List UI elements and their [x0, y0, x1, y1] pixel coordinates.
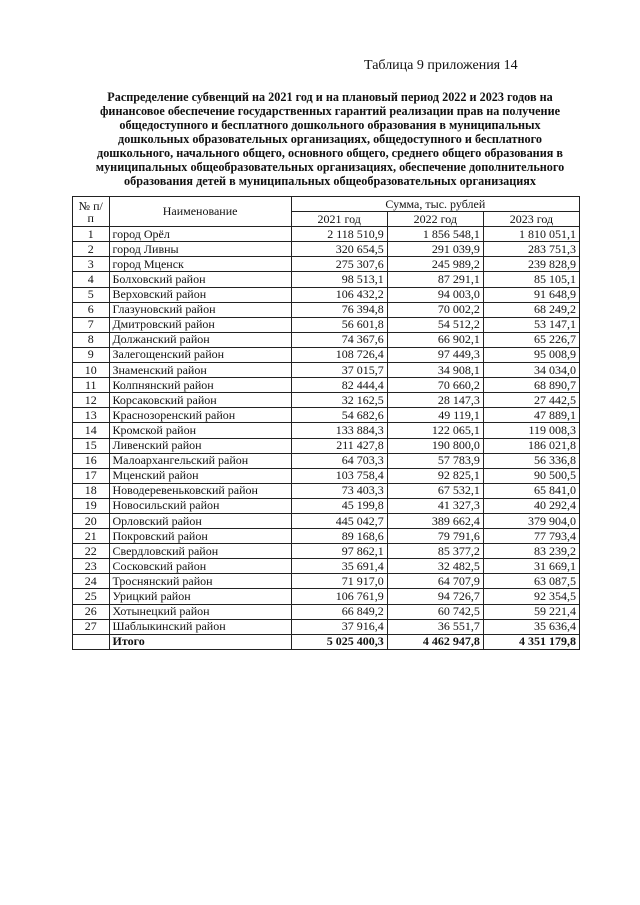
row-number: 24 [73, 574, 110, 589]
amount-2022: 70 660,2 [387, 378, 483, 393]
district-name: Краснозоренский район [109, 408, 291, 423]
amount-2022: 389 662,4 [387, 513, 483, 528]
amount-2021: 71 917,0 [291, 574, 387, 589]
table-row [73, 559, 580, 574]
district-name: Малоархангельский район [109, 453, 291, 468]
row-number: 3 [73, 257, 110, 272]
row-number: 18 [73, 483, 110, 498]
amount-2022: 34 908,1 [387, 363, 483, 378]
total-number [73, 634, 110, 649]
title-line: дошкольного, начального общего, основного общего, среднего общего образования в [97, 146, 563, 160]
table-row [73, 408, 580, 423]
amount-2022: 32 482,5 [387, 559, 483, 574]
amount-2021: 89 168,6 [291, 529, 387, 544]
amount-2021: 275 307,6 [291, 257, 387, 272]
amount-2023: 68 249,2 [483, 302, 579, 317]
row-number: 5 [73, 287, 110, 302]
amount-2021: 98 513,1 [291, 272, 387, 287]
amount-2023: 34 034,0 [483, 363, 579, 378]
row-number: 23 [73, 559, 110, 574]
row-number: 1 [73, 227, 110, 242]
amount-2021: 37 916,4 [291, 619, 387, 634]
row-number: 11 [73, 378, 110, 393]
amount-2022: 190 800,0 [387, 438, 483, 453]
amount-2023: 27 442,5 [483, 393, 579, 408]
amount-2022: 57 783,9 [387, 453, 483, 468]
amount-2022: 66 902,1 [387, 332, 483, 347]
amount-2021: 108 726,4 [291, 347, 387, 362]
district-name: Дмитровский район [109, 317, 291, 332]
table-row [73, 544, 580, 559]
table-row [73, 363, 580, 378]
district-name: Мценский район [109, 468, 291, 483]
table-body [73, 227, 580, 650]
amount-2023: 379 904,0 [483, 513, 579, 528]
table-row [73, 332, 580, 347]
table-row [73, 619, 580, 634]
row-number: 14 [73, 423, 110, 438]
district-name: Урицкий район [109, 589, 291, 604]
amount-2022: 28 147,3 [387, 393, 483, 408]
row-number: 6 [73, 302, 110, 317]
document-title [70, 90, 590, 188]
amount-2023: 85 105,1 [483, 272, 579, 287]
row-number: 10 [73, 363, 110, 378]
amount-2023: 186 021,8 [483, 438, 579, 453]
title-line: дошкольных образовательных организациях, общедоступного и бесплатного [118, 132, 542, 146]
amount-2022: 60 742,5 [387, 604, 483, 619]
district-name: Знаменский район [109, 363, 291, 378]
table-row [73, 317, 580, 332]
amount-2023: 95 008,9 [483, 347, 579, 362]
row-number: 26 [73, 604, 110, 619]
total-label: Итого [109, 634, 291, 649]
district-name: город Орёл [109, 227, 291, 242]
district-name: Свердловский район [109, 544, 291, 559]
amount-2023: 92 354,5 [483, 589, 579, 604]
table-row [73, 483, 580, 498]
district-name: Верховский район [109, 287, 291, 302]
row-number: 15 [73, 438, 110, 453]
row-number: 17 [73, 468, 110, 483]
amount-2021: 35 691,4 [291, 559, 387, 574]
amount-2022: 41 327,3 [387, 498, 483, 513]
table-row [73, 378, 580, 393]
amount-2022: 1 856 548,1 [387, 227, 483, 242]
amount-2022: 291 039,9 [387, 242, 483, 257]
district-name: Шаблыкинский район [109, 619, 291, 634]
district-name: город Ливны [109, 242, 291, 257]
amount-2022: 97 449,3 [387, 347, 483, 362]
district-name: Сосковский район [109, 559, 291, 574]
row-number: 20 [73, 513, 110, 528]
amount-2023: 90 500,5 [483, 468, 579, 483]
table-caption: Таблица 9 приложения 14 [364, 58, 518, 73]
amount-2023: 1 810 051,1 [483, 227, 579, 242]
amount-2022: 87 291,1 [387, 272, 483, 287]
row-number: 27 [73, 619, 110, 634]
title-line: муниципальных общеобразовательных организациях, обеспечение дополнительного [95, 160, 565, 174]
row-number: 12 [73, 393, 110, 408]
amount-2023: 56 336,8 [483, 453, 579, 468]
amount-2022: 70 002,2 [387, 302, 483, 317]
amount-2023: 40 292,4 [483, 498, 579, 513]
district-name: Орловский район [109, 513, 291, 528]
amount-2023: 65 226,7 [483, 332, 579, 347]
table-row [73, 242, 580, 257]
table-row [73, 227, 580, 242]
title-line: образования детей в муниципальных общеобразовательных организациях [124, 174, 536, 188]
total-2021: 5 025 400,3 [291, 634, 387, 649]
district-name: Глазуновский район [109, 302, 291, 317]
amount-2023: 47 889,1 [483, 408, 579, 423]
amount-2022: 94 726,7 [387, 589, 483, 604]
title-line: общедоступного и бесплатного дошкольного образования в муниципальных [119, 118, 541, 132]
header-number: № п/п [73, 197, 110, 227]
amount-2021: 445 042,7 [291, 513, 387, 528]
row-number: 25 [73, 589, 110, 604]
amount-2023: 53 147,1 [483, 317, 579, 332]
header-year: 2022 год [387, 212, 483, 227]
amount-2021: 56 601,8 [291, 317, 387, 332]
title-line: финансовое обеспечение государственных гарантий реализации прав на получение [99, 104, 561, 118]
table-row [73, 302, 580, 317]
row-number: 4 [73, 272, 110, 287]
total-2023: 4 351 179,8 [483, 634, 579, 649]
district-name: город Мценск [109, 257, 291, 272]
row-number: 21 [73, 529, 110, 544]
amount-2021: 320 654,5 [291, 242, 387, 257]
amount-2023: 63 087,5 [483, 574, 579, 589]
total-2022: 4 462 947,8 [387, 634, 483, 649]
table-row [73, 423, 580, 438]
header-row [73, 197, 580, 212]
amount-2022: 49 119,1 [387, 408, 483, 423]
district-name: Корсаковский район [109, 393, 291, 408]
amount-2022: 36 551,7 [387, 619, 483, 634]
district-name: Колпнянский район [109, 378, 291, 393]
amount-2022: 122 065,1 [387, 423, 483, 438]
row-number: 2 [73, 242, 110, 257]
amount-2021: 76 394,8 [291, 302, 387, 317]
amount-2021: 106 432,2 [291, 287, 387, 302]
amount-2021: 45 199,8 [291, 498, 387, 513]
table-row [73, 393, 580, 408]
table-row [73, 453, 580, 468]
amount-2023: 91 648,9 [483, 287, 579, 302]
row-number: 8 [73, 332, 110, 347]
district-name: Новодеревеньковский район [109, 483, 291, 498]
amount-2021: 73 403,3 [291, 483, 387, 498]
district-name: Троснянский район [109, 574, 291, 589]
district-name: Новосильский район [109, 498, 291, 513]
amount-2022: 64 707,9 [387, 574, 483, 589]
amount-2021: 64 703,3 [291, 453, 387, 468]
district-name: Покровский район [109, 529, 291, 544]
row-number: 7 [73, 317, 110, 332]
amount-2023: 31 669,1 [483, 559, 579, 574]
table-row [73, 438, 580, 453]
table-row [73, 589, 580, 604]
amount-2023: 119 008,3 [483, 423, 579, 438]
row-number: 9 [73, 347, 110, 362]
amount-2022: 54 512,2 [387, 317, 483, 332]
amount-2022: 94 003,0 [387, 287, 483, 302]
row-number: 13 [73, 408, 110, 423]
amount-2023: 59 221,4 [483, 604, 579, 619]
row-number: 16 [73, 453, 110, 468]
amount-2021: 106 761,9 [291, 589, 387, 604]
amount-2021: 103 758,4 [291, 468, 387, 483]
amount-2023: 283 751,3 [483, 242, 579, 257]
amount-2022: 79 791,6 [387, 529, 483, 544]
subsidy-table [72, 196, 580, 650]
amount-2022: 245 989,2 [387, 257, 483, 272]
amount-2023: 68 890,7 [483, 378, 579, 393]
district-name: Кромской район [109, 423, 291, 438]
district-name: Болховский район [109, 272, 291, 287]
amount-2021: 37 015,7 [291, 363, 387, 378]
table-row [73, 272, 580, 287]
amount-2021: 97 862,1 [291, 544, 387, 559]
table-row [73, 498, 580, 513]
district-name: Залегощенский район [109, 347, 291, 362]
table-row [73, 513, 580, 528]
row-number: 22 [73, 544, 110, 559]
amount-2021: 66 849,2 [291, 604, 387, 619]
amount-2022: 67 532,1 [387, 483, 483, 498]
amount-2021: 32 162,5 [291, 393, 387, 408]
amount-2023: 77 793,4 [483, 529, 579, 544]
table-row [73, 574, 580, 589]
amount-2021: 2 118 510,9 [291, 227, 387, 242]
district-name: Хотынецкий район [109, 604, 291, 619]
amount-2021: 211 427,8 [291, 438, 387, 453]
table-row [73, 347, 580, 362]
amount-2022: 92 825,1 [387, 468, 483, 483]
table-row [73, 287, 580, 302]
amount-2022: 85 377,2 [387, 544, 483, 559]
header-year: 2021 год [291, 212, 387, 227]
table-row [73, 604, 580, 619]
amount-2021: 54 682,6 [291, 408, 387, 423]
amount-2023: 83 239,2 [483, 544, 579, 559]
header-name: Наименование [109, 197, 291, 227]
title-line: Распределение субвенций на 2021 год и на плановый период 2022 и 2023 годов на [107, 90, 553, 104]
header-year: 2023 год [483, 212, 579, 227]
total-row [73, 634, 580, 649]
table-row [73, 529, 580, 544]
amount-2023: 35 636,4 [483, 619, 579, 634]
amount-2021: 133 884,3 [291, 423, 387, 438]
table-row [73, 257, 580, 272]
district-name: Ливенский район [109, 438, 291, 453]
amount-2021: 74 367,6 [291, 332, 387, 347]
row-number: 19 [73, 498, 110, 513]
amount-2021: 82 444,4 [291, 378, 387, 393]
district-name: Должанский район [109, 332, 291, 347]
amount-2023: 65 841,0 [483, 483, 579, 498]
table-row [73, 468, 580, 483]
header-sum: Сумма, тыс. рублей [291, 197, 579, 212]
amount-2023: 239 828,9 [483, 257, 579, 272]
